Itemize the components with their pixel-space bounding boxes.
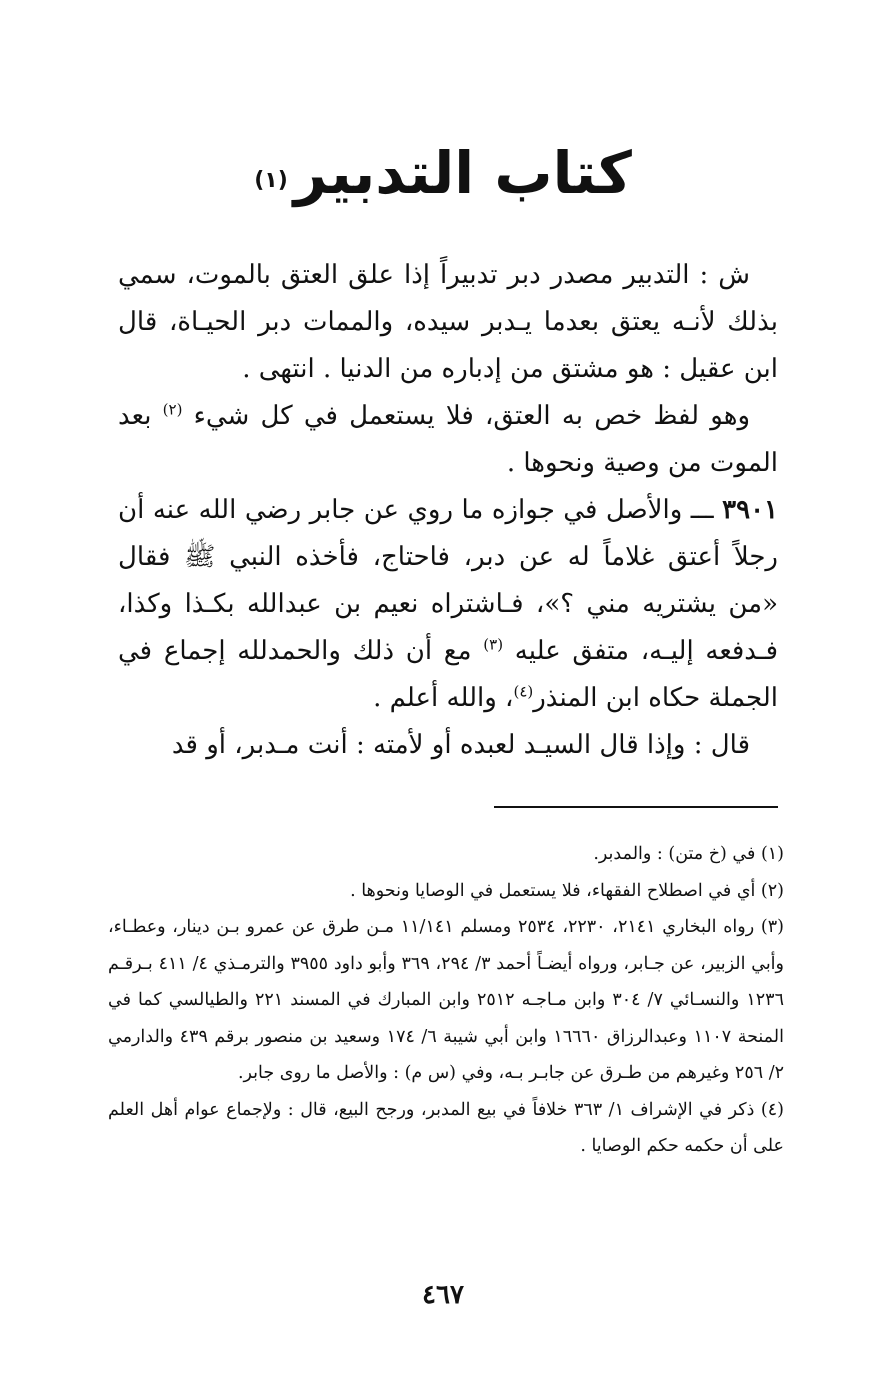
footnote-3: (٣) رواه البخاري ٢١٤١، ٢٢٣٠، ٢٥٣٤ ومسلم ١١/١٤١ مـن طرق عن عمرو بـن دينار، وعطـاء، وأبي الزبير، عن جـابر، ورواه أيضـاً أحمد ٣/ ٢٩٤، ٣٦٩ وأبو داود ٣٩٥٥ والترمـذي ٤/ ٤١١ بـرقـم ١٢٣٦ والنسـائي ٧/ ٣٠٤ وابن مـاجـه ٢٥١٢ وابن المبارك في المسند ٢٢١ والطيالسي كما في المنحة ١١٠٧ وعبدالرزاق ١٦٦٦٠ وابن أبي شيبة ٦/ ١٧٤ وسعيد بن منصور برقم ٤٣٩ والدارمي ٢/ ٢٥٦ وغيرهم من طـرق عن جابـر بـه، وفي (س م) : والأصل ما روى جابر. bbox=[108, 917, 784, 1083]
paragraph-usage-text-1: وهو لفظ خص به العتق، فلا يستعمل في كل شيء bbox=[193, 401, 751, 431]
main-text bbox=[118, 252, 778, 769]
hadith-number: ٣٩٠١ bbox=[722, 495, 779, 525]
page-number: ٤٦٧ bbox=[422, 1280, 464, 1310]
chapter-title-footnote-ref: (١) bbox=[254, 167, 288, 193]
chapter-title bbox=[0, 128, 886, 218]
footnote-2: (٢) أي في اصطلاح الفقهاء، فلا يستعمل في الوصايا ونحوها . bbox=[350, 880, 784, 901]
footnote-divider bbox=[494, 806, 778, 808]
paragraph-hadith-text-2: مع أن ذلك والحمدلله إجماع في الجملة حكاه ابن المنذر bbox=[118, 636, 778, 713]
paragraph-usage-text-2: بعد الموت من وصية ونحوها . bbox=[118, 401, 778, 478]
footnote-4: (٤) ذكر في الإشراف ١/ ٣٦٣ خلافاً في بيع المدبر، ورجح البيع، قال : ولإجماع عوام أهل العلم على أن حكمه حكم الوصايا . bbox=[108, 1099, 784, 1156]
paragraph-definition: ش : التدبير مصدر دبر تدبيراً إذا علق العتق بالموت، سمي بذلك لأنـه يعتق بعدما يـدبر سيده، والممات دبر الحيـاة، قال ابن عقيل : هو مشتق من إدباره من الدنيا . انتهى . bbox=[118, 260, 778, 384]
footnote-ref-2: (٢) bbox=[162, 400, 183, 419]
footnotes bbox=[108, 836, 784, 1165]
paragraph-statement: قال : وإذا قال السيـد لعبده أو لأمته : أنت مـدبر، أو قد bbox=[171, 730, 750, 760]
paragraph-hadith-text-3: ، والله أعلم . bbox=[373, 683, 514, 713]
footnote-ref-4: (٤) bbox=[513, 682, 534, 701]
footnote-1: (١) في (خ متن) : والمدبر. bbox=[593, 844, 784, 864]
chapter-title-text: كتاب التدبير bbox=[293, 139, 632, 207]
paragraph-hadith bbox=[118, 487, 778, 722]
paragraph-usage bbox=[118, 393, 778, 487]
footnote-ref-3: (٣) bbox=[483, 635, 504, 654]
paragraph-hadith-text-1: ـــ والأصل في جوازه ما روي عن جابر رضي الله عنه أن رجلاً أعتق غلاماً له عن دبر، فاحتاج، فأخذه النبي ﷺ فقال «من يشتريه مني ؟»، فـاشتراه نعيم بن عبدالله بكـذا وكذا، فـدفعه إليـه، متفق عليه bbox=[118, 495, 779, 666]
